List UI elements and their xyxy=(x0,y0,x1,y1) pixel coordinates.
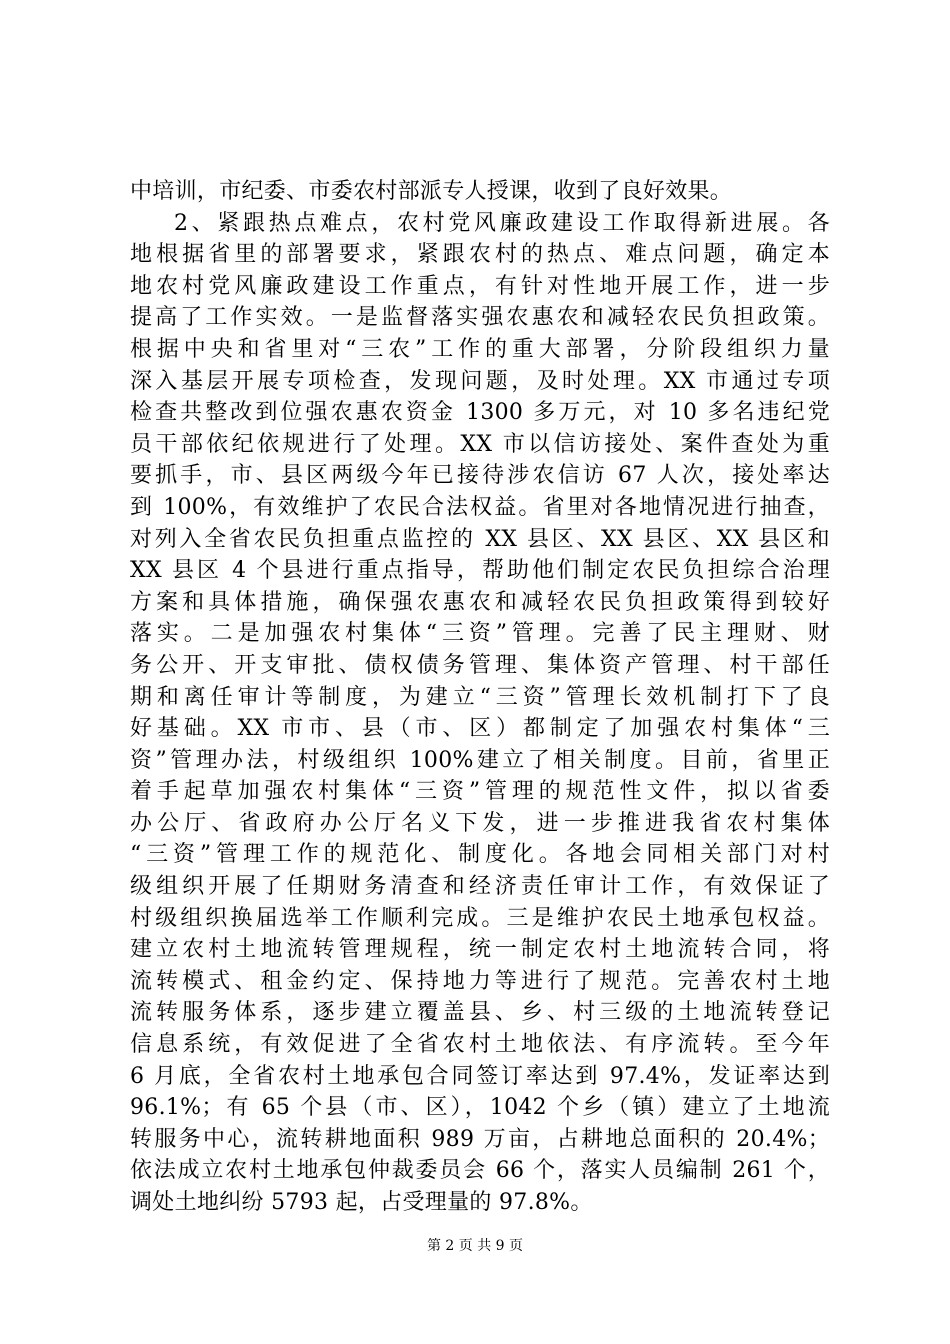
text-line: 办公厅、省政府办公厅名义下发，进一步推进我省农村集体 xyxy=(130,810,830,836)
text-line: 地根据省里的部署要求，紧跟农村的热点、难点问题，确定本 xyxy=(130,242,830,268)
text-line: 要抓手，市、县区两级今年已接待涉农信访 67 人次，接处率达 xyxy=(130,463,830,489)
text-line: 着手起草加强农村集体“三资”管理的规范性文件，拟以省委 xyxy=(130,779,830,805)
text-line: 转服务中心，流转耕地面积 989 万亩，占耕地总面积的 20.4%； xyxy=(130,1126,830,1152)
text-line: 期和离任审计等制度，为建立“三资”管理长效机制打下了良 xyxy=(130,684,830,710)
text-line: 提高了工作实效。一是监督落实强农惠农和减轻农民负担政策。 xyxy=(130,305,830,331)
text-line: XX 县区 4 个县进行重点指导，帮助他们制定农民负担综合治理 xyxy=(130,558,830,584)
text-line: 好基础。XX 市市、县（市、区）都制定了加强农村集体“三 xyxy=(130,716,830,742)
text-line: 员干部依纪依规进行了处理。XX 市以信访接处、案件查处为重 xyxy=(130,431,830,457)
text-line: 96.1%；有 65 个县（市、区），1042 个乡（镇）建立了土地流 xyxy=(130,1095,830,1121)
text-line: 村级组织换届选举工作顺利完成。三是维护农民土地承包权益。 xyxy=(130,905,830,931)
text-line: 2、紧跟热点难点，农村党风廉政建设工作取得新进展。各 xyxy=(174,210,830,236)
text-line: 务公开、开支审批、债权债务管理、集体资产管理、村干部任 xyxy=(130,652,830,678)
text-line: 资”管理办法，村级组织 100%建立了相关制度。目前，省里正 xyxy=(130,747,830,773)
text-line: “三资”管理工作的规范化、制度化。各地会同相关部门对村 xyxy=(130,842,830,868)
text-line: 深入基层开展专项检查，发现问题，及时处理。XX 市通过专项 xyxy=(130,368,830,394)
text-line: 调处土地纠纷 5793 起，占受理量的 97.8%。 xyxy=(130,1190,593,1215)
text-line: 流转模式、租金约定、保持地力等进行了规范。完善农村土地 xyxy=(130,968,830,994)
text-line: 中培训，市纪委、市委农村部派专人授课，收到了良好效果。 xyxy=(130,179,733,204)
text-line: 根据中央和省里对“三农”工作的重大部署，分阶段组织力量 xyxy=(130,336,830,362)
text-line: 6 月底，全省农村土地承包合同签订率达到 97.4%，发证率达到 xyxy=(130,1063,830,1089)
text-line: 检查共整改到位强农惠农资金 1300 多万元，对 10 多名违纪党 xyxy=(130,400,830,426)
text-line: 建立农村土地流转管理规程，统一制定农村土地流转合同，将 xyxy=(130,937,830,963)
text-line: 对列入全省农民负担重点监控的 XX 县区、XX 县区、XX 县区和 xyxy=(130,526,830,552)
text-line: 信息系统，有效促进了全省农村土地依法、有序流转。至今年 xyxy=(130,1032,830,1058)
text-line: 级组织开展了任期财务清查和经济责任审计工作，有效保证了 xyxy=(130,874,830,900)
text-line: 地农村党风廉政建设工作重点，有针对性地开展工作，进一步 xyxy=(130,273,830,299)
text-line: 到 100%，有效维护了农民合法权益。省里对各地情况进行抽查， xyxy=(130,494,830,520)
page-number-footer: 第 2 页 共 9 页 xyxy=(426,1238,524,1254)
text-line: 依法成立农村土地承包仲裁委员会 66 个，落实人员编制 261 个， xyxy=(130,1158,830,1184)
text-line: 落实。二是加强农村集体“三资”管理。完善了民主理财、财 xyxy=(130,621,830,647)
text-line: 方案和具体措施，确保强农惠农和减轻农民负担政策得到较好 xyxy=(130,589,830,615)
body-text xyxy=(130,176,830,1219)
text-line: 流转服务体系，逐步建立覆盖县、乡、村三级的土地流转登记 xyxy=(130,1000,830,1026)
